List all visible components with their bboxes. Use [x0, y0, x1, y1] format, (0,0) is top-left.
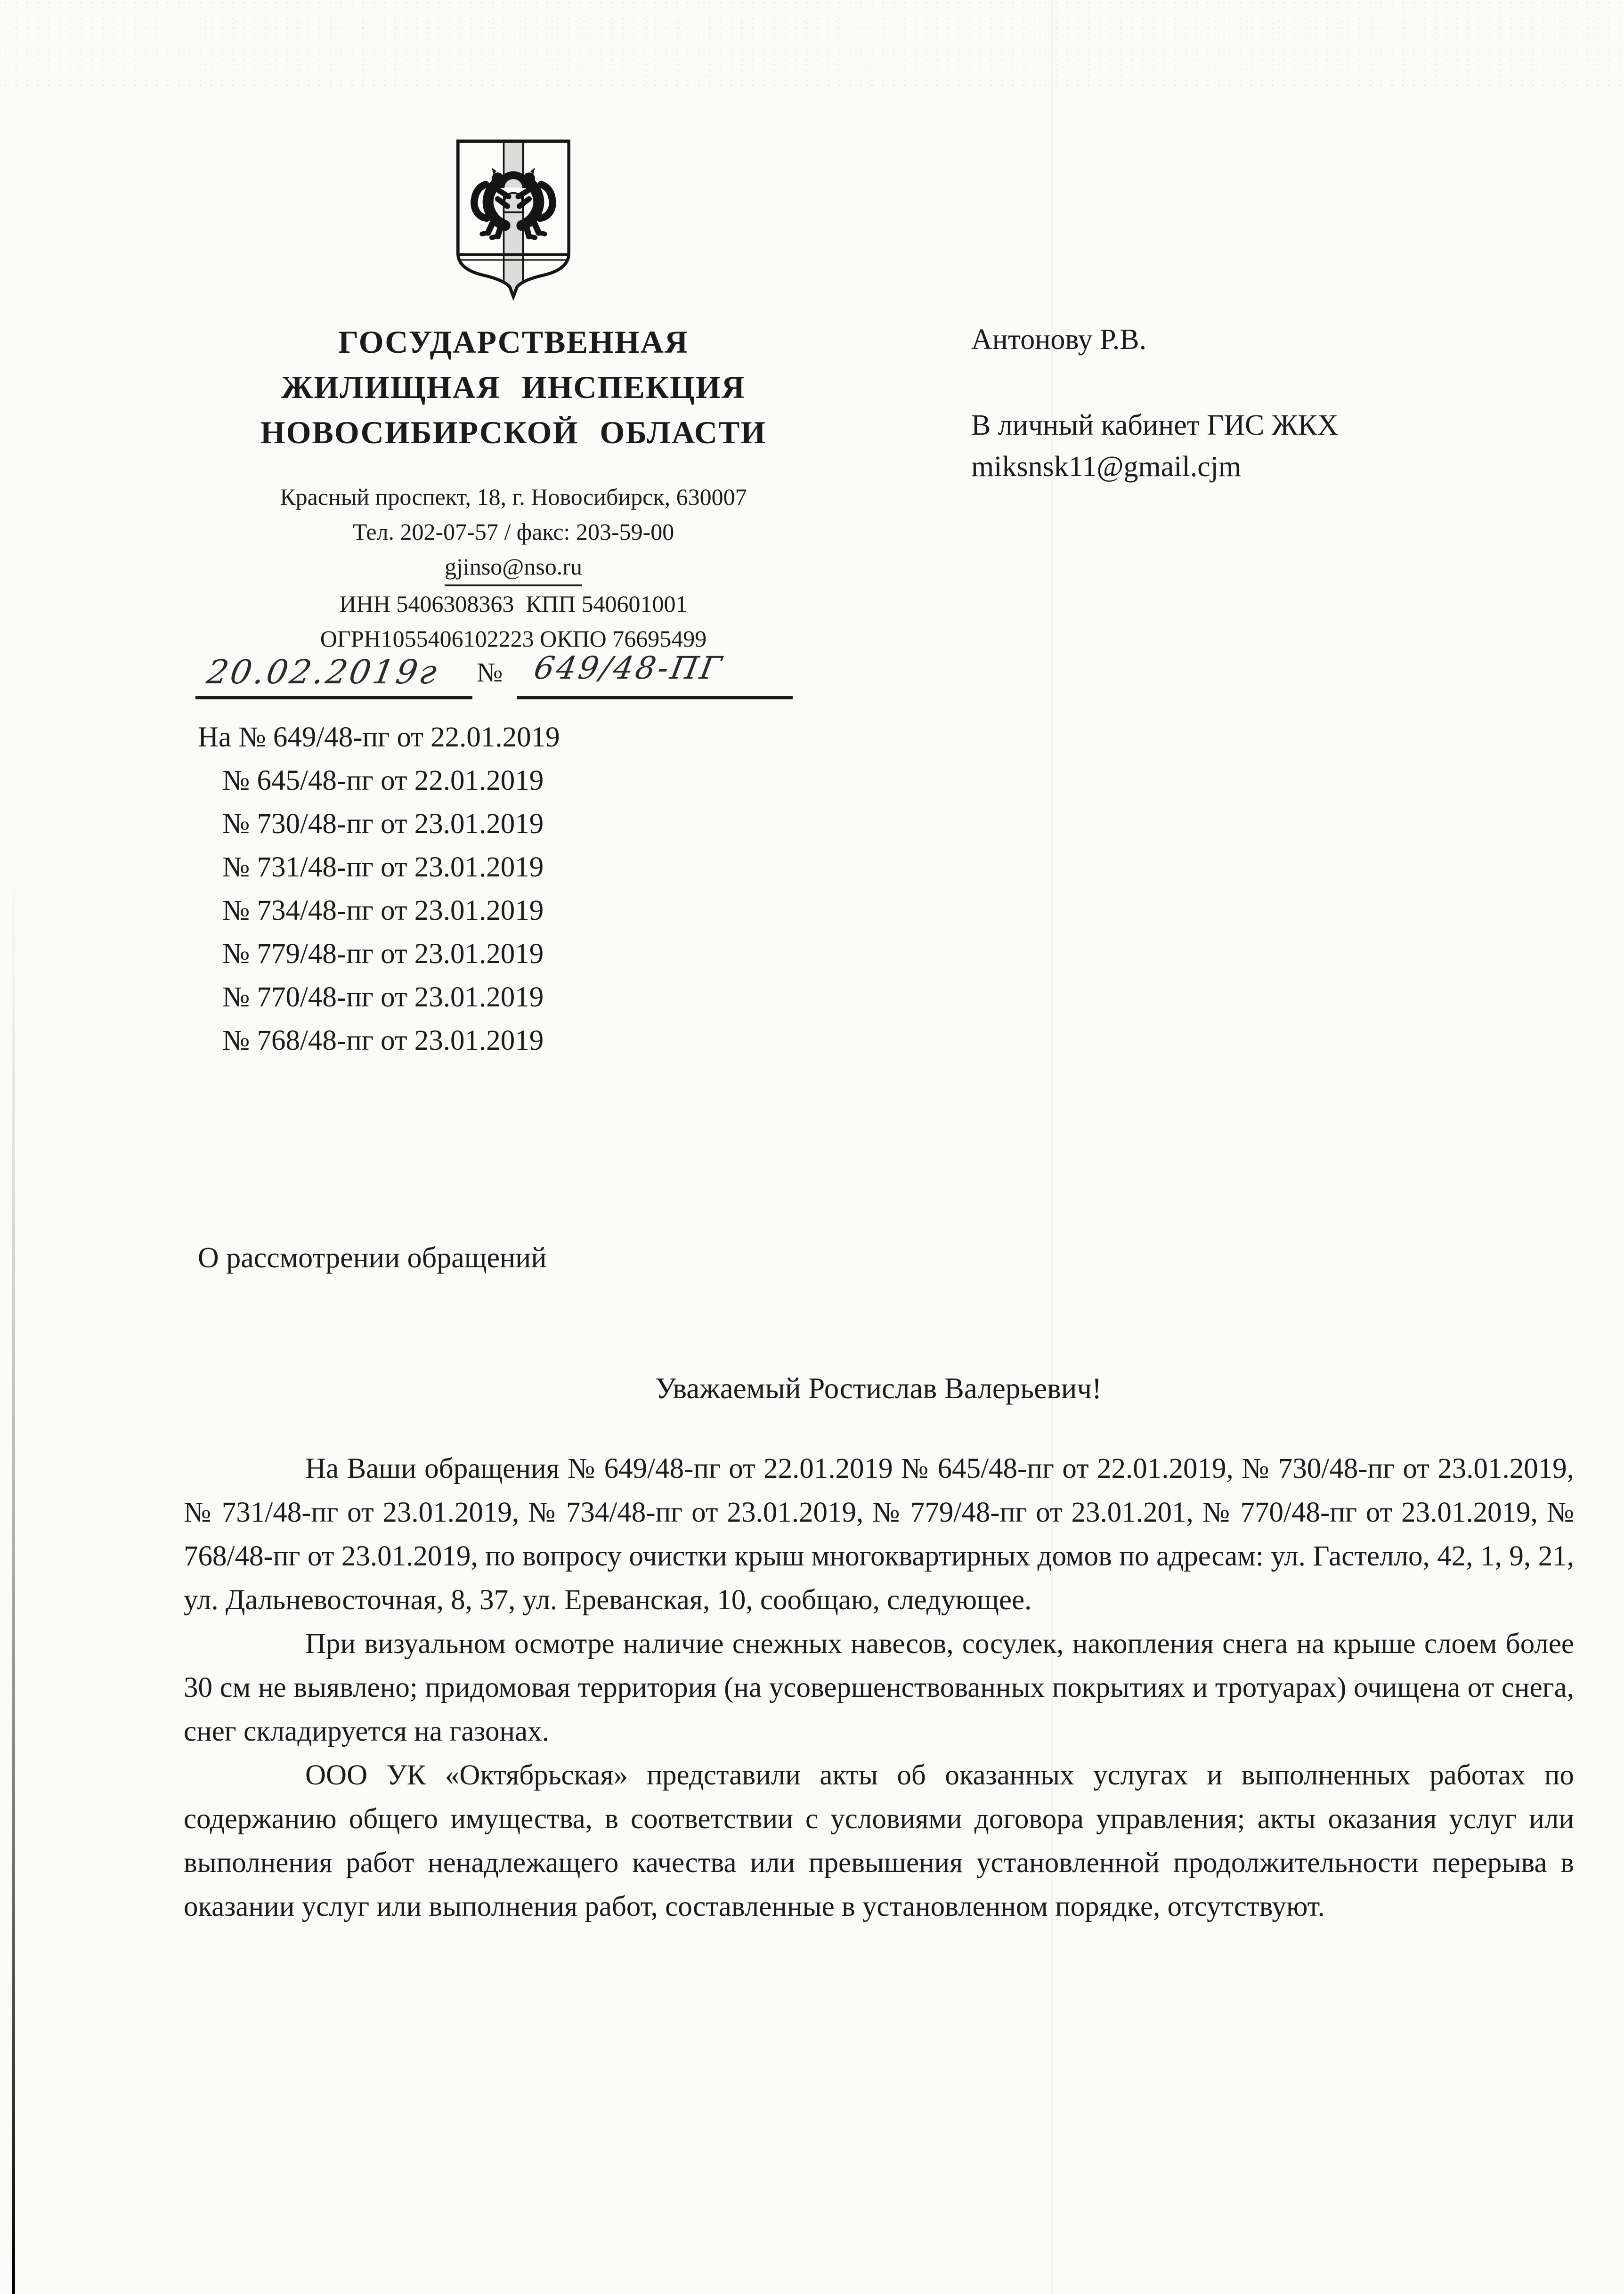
org-email-text: gjinso@nso.ru	[445, 549, 582, 586]
reference-item: № 730/48-пг от 23.01.2019	[222, 808, 544, 840]
letter-body	[184, 1447, 1574, 1929]
letterhead	[184, 138, 843, 656]
org-name-line: ЖИЛИЩНАЯ ИНСПЕКЦИЯ	[281, 369, 746, 405]
outgoing-number-field	[517, 650, 793, 699]
addressee-name: Антонову Р.В.	[971, 324, 1147, 356]
scan-noise-band	[0, 0, 1624, 89]
ogrn-okpo: ОГРН1055406102223 ОКПО 76695499	[320, 625, 707, 652]
scan-edge-artifact	[12, 871, 15, 2294]
handwritten-number: 649/48-ПГ	[531, 650, 727, 686]
addressee-block	[971, 321, 1583, 485]
reference-item: На № 649/48-пг от 22.01.2019	[198, 721, 560, 753]
outgoing-date-field	[195, 653, 472, 699]
org-name-line: ГОСУДАРСТВЕННАЯ	[338, 324, 689, 360]
reference-item: № 779/48-пг от 23.01.2019	[222, 938, 544, 970]
reference-list	[198, 716, 560, 1062]
coat-of-arms-icon	[453, 138, 574, 301]
reference-item: № 731/48-пг от 23.01.2019	[222, 851, 544, 883]
phone-fax: Тел. 202-07-57 / факс: 203-59-00	[352, 519, 674, 545]
subject-line: О рассмотрении обращений	[198, 1242, 547, 1274]
body-paragraph: ООО УК «Октябрьская» представили акты об оказанных услугах и выполненных работах по содержанию общего имущества, в соответствии с условиями договора управления; акты оказания услуг или выполнения работ ненадлежащего качества или превышения установленной продолжительности перерыва в оказании услуг или выполнения работ, составленные в установленном порядке, отсутствуют.	[184, 1759, 1574, 1922]
reference-item: № 770/48-пг от 23.01.2019	[222, 981, 544, 1013]
salutation: Уважаемый Ростислав Валерьевич!	[655, 1372, 1102, 1405]
body-paragraph: При визуальном осмотре наличие снежных навесов, сосулек, накопления снега на крыше слоем более 30 см не выявлено; придомовая территория (на усовершенствованных покрытиях и тротуарах) очищена от снега, снег складируется на газонах.	[184, 1628, 1574, 1747]
number-sign-label: №	[477, 657, 503, 688]
reference-item: № 645/48-пг от 22.01.2019	[222, 765, 544, 796]
body-paragraph: На Ваши обращения № 649/48-пг от 22.01.2019 № 645/48-пг от 22.01.2019, № 730/48-пг от 23.01.2019, № 731/48-пг от 23.01.2019, № 734/48-пг от 23.01.2019, № 779/48-пг от 23.01.201, № 770/48-пг от 23.01.2019, № 768/48-пг от 23.01.2019, по вопросу очистки крыш многоквартирных домов по адресам: ул. Гастелло, 42, 1, 9, 21, ул. Дальневосточная, 8, 37, ул. Ереванская, 10, сообщаю, следующее.	[184, 1453, 1574, 1616]
org-email	[184, 549, 843, 586]
inn-kpp: ИНН 5406308363 КПП 540601001	[339, 591, 688, 617]
addressee-email: miksnsk11@gmail.cjm	[971, 451, 1242, 483]
contact-block	[184, 479, 843, 656]
reference-item: № 734/48-пг от 23.01.2019	[222, 895, 544, 926]
org-name-line: НОВОСИБИРСКОЙ ОБЛАСТИ	[260, 414, 767, 450]
org-name	[184, 319, 843, 455]
handwritten-date: 20.02.2019г	[204, 653, 442, 691]
postal-address: Красный проспект, 18, г. Новосибирск, 630007	[280, 484, 747, 510]
addressee-delivery-channel: В личный кабинет ГИС ЖКХ	[971, 409, 1339, 441]
reference-item: № 768/48-пг от 23.01.2019	[222, 1025, 544, 1056]
